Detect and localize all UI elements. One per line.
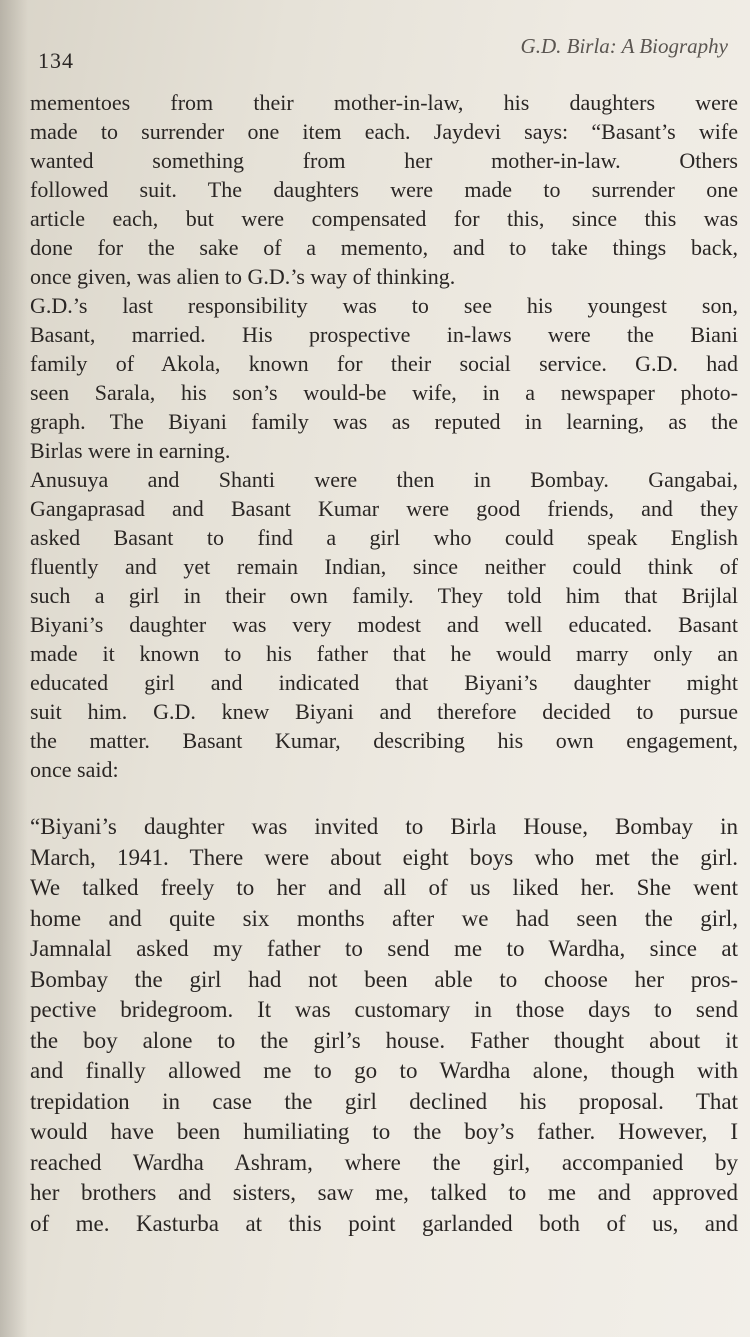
text-line: done for the sake of a memento, and to take things back, — [30, 235, 738, 260]
text-line: once given, was alien to G.D.’s way of thinking. — [30, 264, 456, 289]
text-line: article each, but were compensated for this, since this was — [30, 206, 738, 231]
text-line: home and quite six months after we had seen the girl, — [30, 905, 738, 931]
text-line: wanted something from her mother-in-law. Others — [30, 148, 738, 173]
text-line: seen Sarala, his son’s would-be wife, in a newspaper photo- — [30, 380, 738, 405]
text-line: mementoes from their mother-in-law, his daughters were — [30, 90, 738, 115]
text-line: G.D.’s last responsibility was to see his youngest son, — [30, 293, 738, 318]
text-line: Basant, married. His prospective in-laws were the Biani — [30, 322, 738, 347]
text-line: March, 1941. There were about eight boys who met the girl. — [30, 844, 738, 870]
text-line: Gangaprasad and Basant Kumar were good friends, and they — [30, 496, 738, 521]
text-line: would have been humiliating to the boy’s father. However, I — [30, 1119, 738, 1144]
text-line: followed suit. The daughters were made to surrender one — [30, 177, 738, 202]
text-line: of me. Kasturba at this point garlanded both of us, and — [30, 1210, 738, 1236]
text-line: family of Akola, known for their social service. G.D. had — [30, 351, 738, 376]
text-line: asked Basant to find a girl who could speak English — [30, 525, 738, 550]
text-line: Birlas were in earning. — [30, 438, 231, 463]
text-line: and finally allowed me to go to Wardha alone, though with — [30, 1058, 738, 1083]
text-line: suit him. G.D. knew Biyani and therefore decided to pursue — [30, 699, 738, 724]
text-line: trepidation in case the girl declined his proposal. That — [30, 1088, 738, 1114]
text-line: once said: — [30, 757, 119, 782]
quoted-passage — [30, 812, 738, 1239]
paragraph-gap — [30, 784, 738, 812]
text-line: the boy alone to the girl’s house. Father thought about it — [30, 1027, 738, 1053]
text-line: educated girl and indicated that Biyani’s daughter might — [30, 670, 738, 695]
text-line: “Biyani’s daughter was invited to Birla House, Bombay in — [30, 814, 738, 839]
text-line: Bombay the girl had not been able to choose her pros- — [30, 966, 738, 992]
text-line: fluently and yet remain Indian, since neither could think of — [30, 554, 738, 579]
text-line: made to surrender one item each. Jaydevi says: “Basant’s wife — [30, 119, 738, 144]
text-line: graph. The Biyani family was as reputed in learning, as the — [30, 409, 738, 434]
text-line: her brothers and sisters, saw me, talked to me and approved — [30, 1180, 738, 1205]
text-line: such a girl in their own family. They told him that Brijlal — [30, 583, 738, 608]
page-header — [38, 28, 728, 73]
text-line: pective bridegroom. It was customary in those days to send — [30, 997, 738, 1022]
text-line: reached Wardha Ashram, where the girl, accompanied by — [30, 1149, 738, 1175]
page-gutter-shadow — [0, 0, 28, 1337]
text-line: Anusuya and Shanti were then in Bombay. Gangabai, — [30, 467, 738, 492]
page-number: 134 — [38, 48, 74, 73]
running-head: G.D. Birla: A Biography — [520, 34, 728, 58]
body-text — [30, 88, 738, 1239]
text-line: Jamnalal asked my father to send me to Wardha, since at — [30, 936, 738, 961]
text-line: made it known to his father that he would marry only an — [30, 641, 738, 666]
narrative-text — [30, 88, 738, 784]
text-line: the matter. Basant Kumar, describing his own engagement, — [30, 728, 738, 753]
text-line: Biyani’s daughter was very modest and well educated. Basant — [30, 612, 738, 637]
text-line: We talked freely to her and all of us liked her. She went — [30, 875, 738, 900]
